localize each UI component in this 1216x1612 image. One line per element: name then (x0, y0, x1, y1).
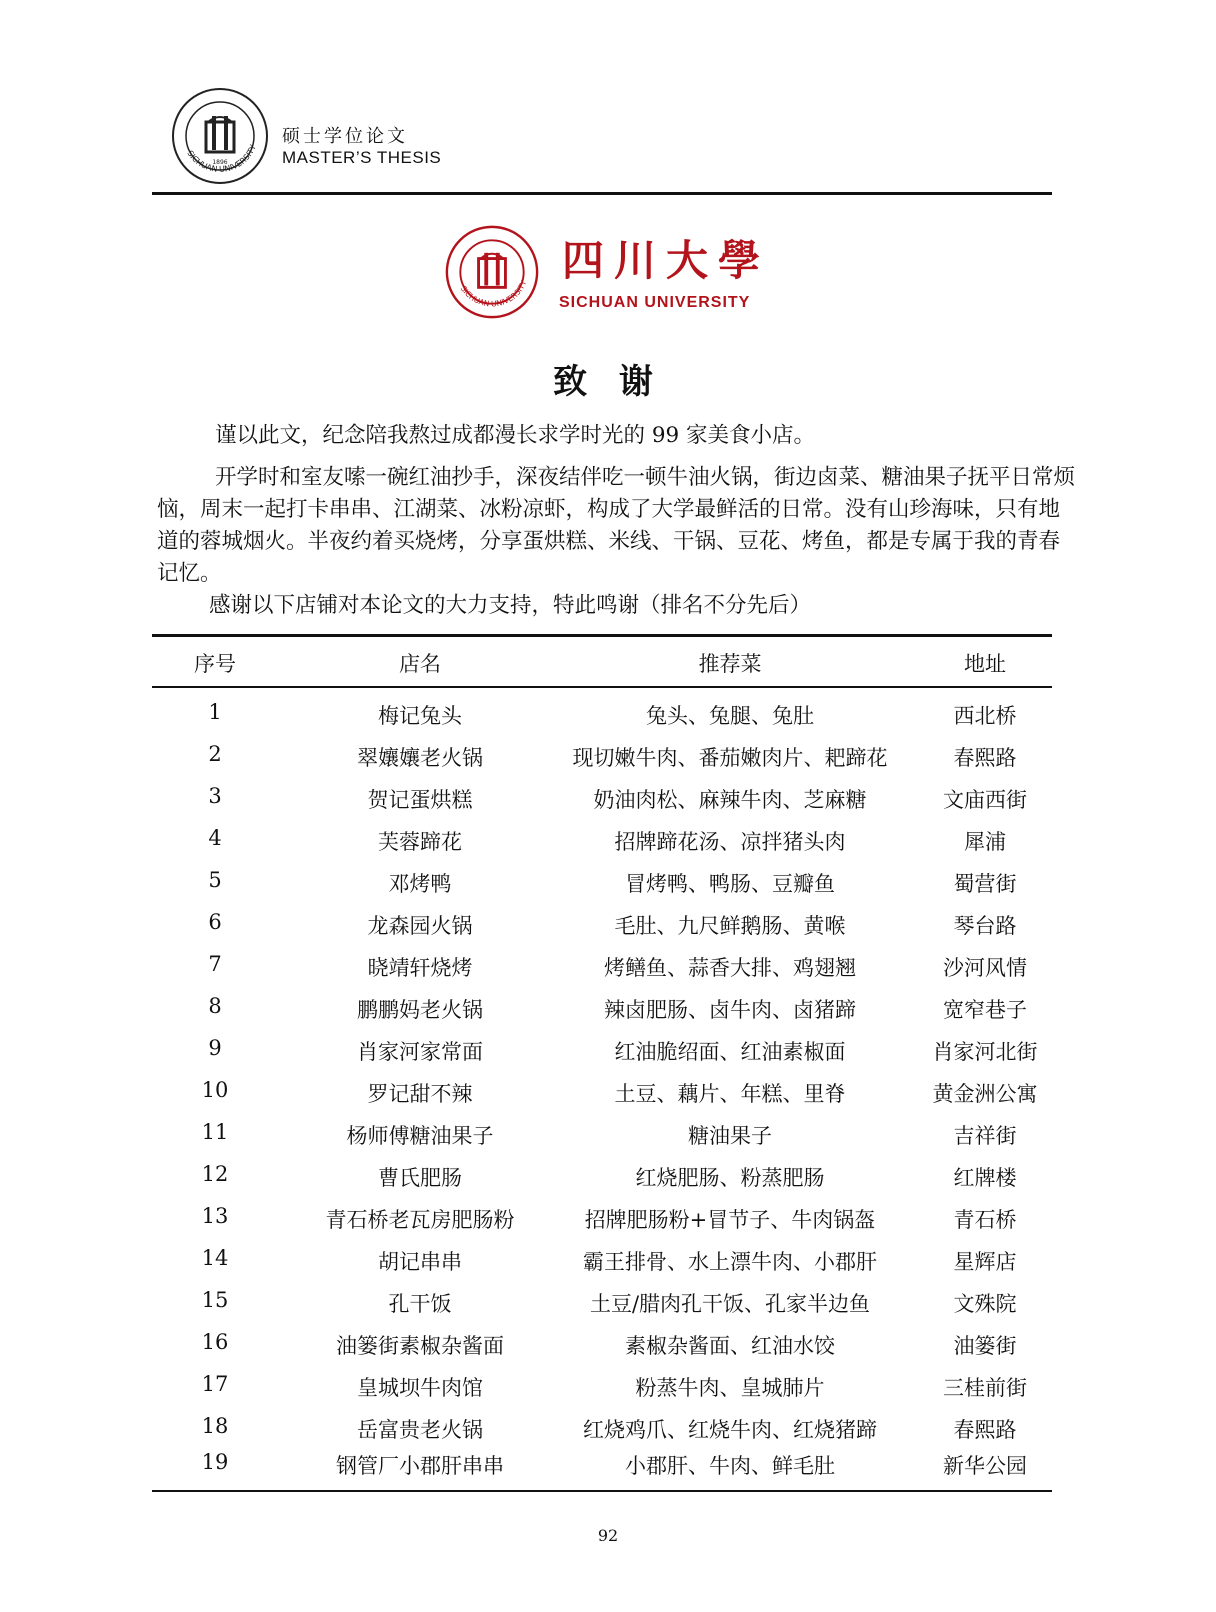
row-dishes: 现切嫩牛肉、番茄嫩肉片、耙蹄花 (572, 746, 888, 770)
row-address: 油篓街 (953, 1334, 1017, 1358)
row-shop-name: 邓烤鸭 (388, 872, 452, 896)
body-paragraph: 开学时和室友嗦一碗红油抄手，深夜结伴吃一顿牛油火锅，街边卤菜、糖油果子抚平日常烦恼，周末一起打卡串串、江湖菜、冰粉凉虾，构成了大学最鲜活的日常。没有山珍海味，只有地道的蓉城烟火。半夜约着买烧烤，分享蛋烘糕、米线、干锅、豆花、烤鱼，都是专属于我的青春记忆。 (157, 465, 1076, 586)
row-shop-name: 青石桥老瓦房肥肠粉 (325, 1208, 515, 1232)
row-address: 红牌楼 (953, 1166, 1017, 1190)
table-row (0, 1330, 1216, 1362)
table-bottom-rule (152, 1490, 1052, 1492)
seal-text: SICHUAN UNIVERSITY (185, 143, 258, 174)
row-index: 8 (208, 994, 222, 1018)
row-shop-name: 胡记串串 (378, 1250, 462, 1274)
row-address: 沙河风情 (943, 956, 1027, 980)
table-row (0, 700, 1216, 732)
row-dishes: 奶油肉松、麻辣牛肉、芝麻糖 (593, 788, 867, 812)
row-shop-name: 肖家河家常面 (357, 1040, 483, 1064)
row-index: 14 (201, 1246, 229, 1270)
row-shop-name: 油篓街素椒杂酱面 (336, 1334, 504, 1358)
row-dishes: 土豆/腊肉孔干饭、孔家半边鱼 (589, 1292, 871, 1316)
header-divider (152, 192, 1052, 195)
row-dishes: 红油脆绍面、红油素椒面 (614, 1040, 846, 1064)
university-name-cn: 四川大學 (562, 236, 771, 285)
row-address: 春熙路 (953, 746, 1017, 770)
emblem-text: SICHUAN UNIVERSITY (458, 279, 529, 309)
row-address: 吉祥街 (953, 1124, 1017, 1148)
row-address: 三桂前街 (943, 1376, 1027, 1400)
row-index: 9 (208, 1036, 222, 1060)
row-dishes: 红烧肥肠、粉蒸肥肠 (635, 1166, 825, 1190)
row-index: 12 (201, 1162, 229, 1186)
university-emblem-icon (444, 224, 540, 320)
row-shop-name: 贺记蛋烘糕 (367, 788, 473, 812)
intro-paragraph: 谨以此文，纪念陪我熬过成都漫长求学时光的 99 家美食小店。 (215, 423, 816, 448)
header-address: 地址 (964, 652, 1006, 676)
svg-text:SICHUAN UNIVERSITY (459, 279, 529, 309)
table-row (0, 1162, 1216, 1194)
row-shop-name: 晓靖轩烧烤 (367, 956, 473, 980)
table-row (0, 1078, 1216, 1110)
row-index: 5 (208, 868, 222, 892)
row-address: 黄金洲公寓 (932, 1082, 1038, 1106)
thanks-paragraph: 感谢以下店铺对本论文的大力支持，特此鸣谢（排名不分先后） (209, 593, 812, 618)
row-index: 2 (208, 742, 222, 766)
row-dishes: 兔头、兔腿、兔肚 (646, 704, 814, 728)
table-row (0, 1372, 1216, 1404)
row-index: 18 (201, 1414, 229, 1438)
row-dishes: 小郡肝、牛肉、鲜毛肚 (625, 1454, 835, 1478)
row-shop-name: 岳富贵老火锅 (357, 1418, 483, 1442)
table-row (0, 826, 1216, 858)
row-dishes: 糖油果子 (688, 1124, 772, 1148)
row-dishes: 烤鳝鱼、蒜香大排、鸡翅翘 (604, 956, 856, 980)
row-address: 文庙西街 (943, 788, 1027, 812)
row-dishes: 霸王排骨、水上漂牛肉、小郡肝 (583, 1250, 877, 1274)
row-address: 宽窄巷子 (943, 998, 1027, 1022)
row-address: 新华公园 (943, 1454, 1027, 1478)
thesis-type-cn: 硕士学位论文 (282, 126, 408, 147)
university-name-en: SICHUAN UNIVERSITY (559, 294, 751, 311)
row-shop-name: 龙森园火锅 (367, 914, 473, 938)
row-index: 1 (208, 700, 222, 724)
header-index: 序号 (194, 652, 236, 676)
row-dishes: 粉蒸牛肉、皇城肺片 (635, 1376, 825, 1400)
thesis-header (170, 86, 470, 186)
row-shop-name: 钢管厂小郡肝串串 (336, 1454, 504, 1478)
row-shop-name: 曹氏肥肠 (378, 1166, 462, 1190)
row-shop-name: 皇城坝牛肉馆 (357, 1376, 483, 1400)
row-index: 7 (208, 952, 222, 976)
header-shop-name: 店名 (399, 652, 441, 676)
row-dishes: 素椒杂酱面、红油水饺 (625, 1334, 835, 1358)
table-row (0, 1450, 1216, 1482)
header-dishes: 推荐菜 (698, 652, 762, 676)
page-number: 92 (597, 1526, 619, 1545)
row-dishes: 辣卤肥肠、卤牛肉、卤猪蹄 (604, 998, 856, 1022)
page-title: 致 谢 (553, 362, 663, 402)
row-index: 15 (201, 1288, 229, 1312)
seal-year: 1896 (212, 159, 228, 166)
row-index: 17 (201, 1372, 229, 1396)
table-row (0, 910, 1216, 942)
table-row (0, 784, 1216, 816)
row-dishes: 土豆、藕片、年糕、里脊 (614, 1082, 846, 1106)
table-row (0, 1414, 1216, 1446)
row-index: 10 (201, 1078, 229, 1102)
row-dishes: 毛肚、九尺鲜鹅肠、黄喉 (614, 914, 846, 938)
row-dishes: 红烧鸡爪、红烧牛肉、红烧猪蹄 (583, 1418, 877, 1442)
row-index: 19 (201, 1450, 229, 1474)
row-shop-name: 鹏鹏妈老火锅 (357, 998, 483, 1022)
table-row (0, 868, 1216, 900)
row-address: 星辉店 (953, 1250, 1017, 1274)
row-address: 肖家河北街 (932, 1040, 1038, 1064)
table-row (0, 1036, 1216, 1068)
table-row (0, 952, 1216, 984)
row-shop-name: 杨师傅糖油果子 (346, 1124, 494, 1148)
table-row (0, 742, 1216, 774)
row-index: 4 (208, 826, 222, 850)
row-index: 3 (208, 784, 222, 808)
row-shop-name: 罗记甜不辣 (367, 1082, 473, 1106)
table-row (0, 1246, 1216, 1278)
table-row (0, 1120, 1216, 1152)
row-address: 琴台路 (953, 914, 1017, 938)
table-top-rule (152, 634, 1052, 637)
row-address: 蜀营街 (953, 872, 1017, 896)
row-index: 16 (201, 1330, 229, 1354)
row-dishes: 冒烤鸭、鸭肠、豆瓣鱼 (625, 872, 835, 896)
table-row (0, 994, 1216, 1026)
university-logo (444, 224, 784, 324)
university-seal-icon (170, 86, 270, 186)
table-header-rule (152, 686, 1052, 688)
row-index: 11 (201, 1120, 229, 1144)
row-address: 西北桥 (953, 704, 1017, 728)
thesis-type-en: MASTER’S THESIS (282, 148, 442, 167)
row-address: 春熙路 (953, 1418, 1017, 1442)
table-row (0, 1288, 1216, 1320)
row-address: 犀浦 (964, 830, 1006, 854)
row-dishes: 招牌肥肠粉+冒节子、牛肉锅盔 (584, 1208, 876, 1232)
row-shop-name: 翠孃孃老火锅 (357, 746, 483, 770)
row-shop-name: 孔干饭 (388, 1292, 452, 1316)
row-address: 青石桥 (953, 1208, 1017, 1232)
row-address: 文殊院 (953, 1292, 1017, 1316)
row-index: 6 (208, 910, 222, 934)
table-row (0, 1204, 1216, 1236)
row-index: 13 (201, 1204, 229, 1228)
row-dishes: 招牌蹄花汤、凉拌猪头肉 (614, 830, 846, 854)
row-shop-name: 芙蓉蹄花 (378, 830, 462, 854)
row-shop-name: 梅记兔头 (378, 704, 462, 728)
